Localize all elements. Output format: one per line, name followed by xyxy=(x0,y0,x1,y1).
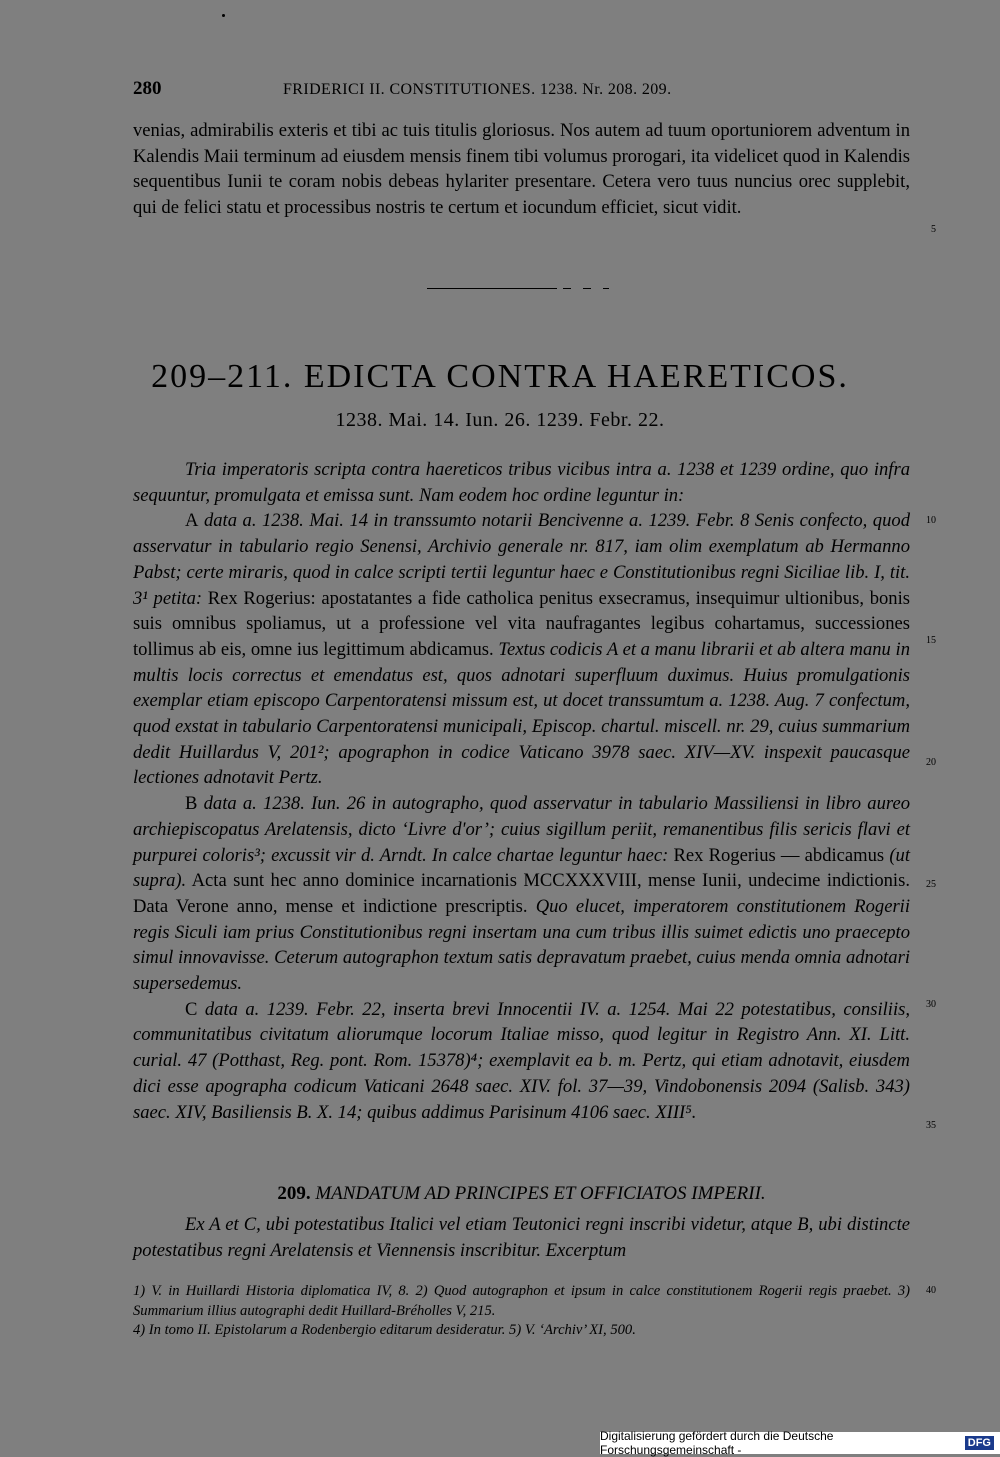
top-paragraph xyxy=(133,118,910,221)
dfg-logo: DFG xyxy=(965,1436,994,1450)
subsection-number: 209. xyxy=(277,1183,311,1204)
line-number: 40 xyxy=(926,1285,936,1296)
line-number: 25 xyxy=(926,879,936,890)
source-b-quote: Rex Rogerius — abdicamus xyxy=(668,844,885,866)
top-text: venias, admirabilis exteris et tibi ac tuis titulis gloriosus. Nos autem ad tuum oportuniorem adventum in Kalendis Maii terminum ad eiusdem mensis finem tibi volumus prorogari, ita videlicet quod in Kalendis sequentibus Iunii te coram nobis debeas hylariter presentare. Cetera vero tuus nuncius orec supplebit, qui de felici statu et processibus nostris te certum et iocundum efficiet, sicut vidit. xyxy=(133,120,910,219)
source-a-text-2: Textus codicis A et a manu librarii et ab altera manu in multis locis correctus et emendatus est, quos adnotari superfluum duximus. Huius promulgationis exemplar etiam episcopo Carpentoratensi missum est, ut docet transsumtum a. 1238. Aug. 7 confectum, quod exstat in tabulario Carpentoratensi municipali, Episcop. chartul. miscell. nr. 29, cuius summarium dedit Huillardus V, 201²; apographon in codice Vaticano 3978 saec. XIV—XV. inspexit paucasque lectiones adnotavit Pertz. xyxy=(133,638,910,789)
source-a-text-1: data a. 1238. Mai. 14 in transsumto notarii Bencivenne a. 1239. Febr. 8 Senis confecto, quod asservatur in tabulario regio Senensi, Archivio generale nr. 817, iam olim exemplatum ab Hermanno Pabst; certe miraris, quod in calce scripti tertii leguntur haec e Constitutionibus regni Siciliae lib. I, tit. 3¹ petita: xyxy=(133,510,910,609)
source-b-paragraph xyxy=(133,791,910,997)
source-b-quote-2: Acta sunt hec anno dominice incarnationis MCCXXXVIII, mense Iunii, undecime indictionis. Data Verone anno, mense et indictione prescriptis. xyxy=(133,870,910,917)
running-header xyxy=(133,78,910,100)
source-b-text-2: (ut supra). xyxy=(133,844,910,892)
source-c-paragraph xyxy=(133,997,910,1126)
source-a-paragraph xyxy=(133,508,910,791)
dfg-banner xyxy=(600,1429,1000,1457)
page-number: 280 xyxy=(133,78,162,99)
intro-paragraph: Tria imperatoris scripta contra haereticos tribus vicibus intra a. 1238 et 1239 ordine, quo infra sequuntur, promulgata et emissa sunt. Nam eodem hoc ordine leguntur in: xyxy=(133,459,910,506)
source-c-text: data a. 1239. Febr. 22, inserta brevi Innocentii IV. a. 1254. Mai 22 potestatibus, consiliis, communitatibus civitatum aliorumque locorum Italiae misso, quod legitur in Registro Ann. XI. Litt. curial. 47 (Potthast, Reg. pont. Rom. 15378)⁴; exemplavit ea b. m. Pertz, qui etiam adnotavit, eiusdem dici esse apographa codicum Vaticani 2648 saec. XIV. fol. 37—39, Vindobonensis 2094 (Salisb. 343) saec. XIV, Basiliensis B. X. 14; quibus addimus Parisinum 4106 saec. XIII⁵. xyxy=(133,998,910,1123)
section-title: 209–211. EDICTA CONTRA HAERETICOS. xyxy=(151,358,849,395)
line-number: 20 xyxy=(926,757,936,768)
section-rule xyxy=(427,288,557,289)
source-b-text-1: data a. 1238. Iun. 26 in autographo, quod asservatur in tabulario Massiliensi in libro aureo archiepiscopatus Arelatensis, dicto ‘Livre d'or’; cuius sigillum periit, remanentibus filis sericis flavi et purpurei coloris³; excussit vir d. Arndt. In calce chartae leguntur haec: xyxy=(133,793,910,866)
source-b-siglum: B xyxy=(185,793,198,815)
line-number: 10 xyxy=(926,515,936,526)
section-dates: 1238. Mai. 14. Iun. 26. 1239. Febr. 22. xyxy=(335,409,665,431)
running-title: FRIDERICI II. CONSTITUTIONES. 1238. Nr. 208. 209. xyxy=(283,81,672,98)
subsection-intro xyxy=(133,1212,910,1263)
section-rule-dashes xyxy=(563,288,609,289)
intro-block xyxy=(133,457,910,1125)
footnote-line-1: 1) V. in Huillardi Historia diplomatica IV, 8. 2) Quod autographon et ipsum in calce constitutionem Rogerii regis praebet. 3) Summarium illius autographi dedit Huillard-Bréholles V, 215. xyxy=(133,1283,910,1319)
line-number: 5 xyxy=(931,224,936,235)
subsection-title: MANDATUM AD PRINCIPES ET OFFICIATOS IMPERII. xyxy=(315,1183,766,1204)
line-number: 15 xyxy=(926,635,936,646)
dfg-banner-text: Digitalisierung gefördert durch die Deutsche Forschungsgemeinschaft - xyxy=(600,1429,834,1457)
line-number: 35 xyxy=(926,1120,936,1131)
source-b-text-3: Quo elucet, imperatorem constitutionem Rogerii regis Siculi iam prius Constitutionibus regni insertam una cum tribus illis suimet edictis uno praecepto simul innovavisse. Ceterum autographon textum satis depravatum praebet, cuius menda omnia adnotari supersedemus. xyxy=(133,895,911,995)
footnote-line-2: 4) In tomo II. Epistolarum a Rodenbergio editarum desideratur. 5) V. ‘Archiv’ XI, 500. xyxy=(133,1322,636,1338)
source-a-siglum: A xyxy=(185,510,199,532)
subsection-intro-text: Ex A et C, ubi potestatibus Italici vel etiam Teutonici regni inscribi videtur, atque B, ubi distincte potestatibus regni Arelatensis et Viennensis inscribitur. Excerptum xyxy=(133,1214,910,1261)
subsection-heading xyxy=(133,1183,910,1205)
source-c-siglum: C xyxy=(185,998,198,1020)
source-a-quote: Rex Rogerius: apostatantes a fide catholica penitus exsecramus, insequimur ultionibus, bonis suis omnibus spoliamus, ut a professione vel vita naufragantes legibus cohartamus, successiones tollimus ab eis, omne ius legittimum abdicamus. xyxy=(133,587,910,660)
speck-mark xyxy=(222,14,225,17)
line-number: 30 xyxy=(926,999,936,1010)
footnotes xyxy=(133,1282,910,1341)
